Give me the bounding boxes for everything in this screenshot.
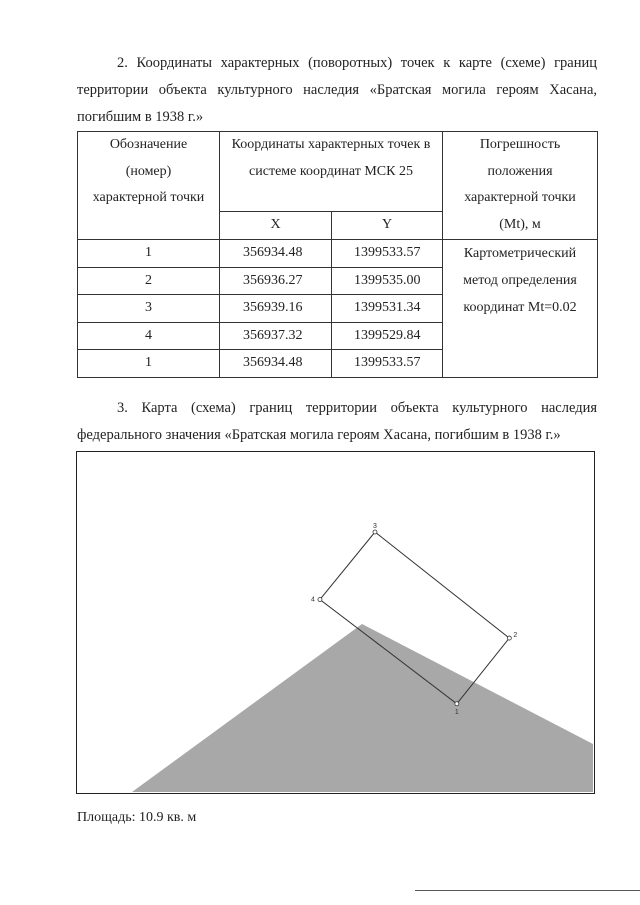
coord-y: 1399529.84	[332, 322, 443, 350]
section-3-paragraph	[77, 395, 597, 449]
terrain-area	[132, 624, 593, 792]
area-text: Площадь: 10.9 кв. м	[77, 810, 197, 825]
coord-x: 356936.27	[220, 267, 332, 295]
point-number: 3	[78, 295, 220, 323]
point-number: 1	[78, 350, 220, 378]
header-x: X	[220, 212, 332, 240]
header-y: Y	[332, 212, 443, 240]
coord-x: 356939.16	[220, 295, 332, 323]
coord-y: 1399531.34	[332, 295, 443, 323]
boundary-point	[318, 598, 322, 602]
point-number: 2	[78, 267, 220, 295]
boundary-point-label: 3	[373, 523, 377, 530]
coordinates-table	[77, 131, 598, 378]
header-error: Погрешность положения характерной точки (Mt), м	[443, 132, 598, 240]
section-3-text: 3. Карта (схема) границ территории объекта культурного наследия федерального значения «Братская могила героям Хасана, погибшим в 1938 г.»	[77, 400, 597, 443]
point-number: 1	[78, 240, 220, 268]
point-number: 4	[78, 322, 220, 350]
header-point-designation: Обозначение (номер) характерной точки	[78, 132, 220, 240]
coord-y: 1399535.00	[332, 267, 443, 295]
boundary-point	[455, 702, 459, 706]
section-2-paragraph	[77, 50, 597, 131]
boundary-point	[507, 636, 511, 640]
coord-y: 1399533.57	[332, 350, 443, 378]
boundary-point-label: 1	[454, 708, 459, 716]
boundary-map	[76, 451, 595, 794]
error-method: Картометрический метод определения координат Mt=0.02	[443, 240, 598, 378]
boundary-point	[373, 530, 377, 534]
footer-rule	[415, 890, 640, 891]
coord-x: 356934.48	[220, 240, 332, 268]
coord-x: 356934.48	[220, 350, 332, 378]
header-coordinates: Координаты характерных точек в системе координат МСК 25	[220, 132, 443, 212]
boundary-point-label: 2	[513, 632, 518, 640]
boundary-point-label: 4	[310, 596, 315, 604]
table-row	[78, 240, 598, 268]
coord-y: 1399533.57	[332, 240, 443, 268]
section-2-text: 2. Координаты характерных (поворотных) точек к карте (схеме) границ территории объекта культурного наследия «Братская могила героям Хасана, погибшим в 1938 г.»	[77, 55, 597, 125]
coord-x: 356937.32	[220, 322, 332, 350]
boundary-map-svg	[77, 452, 593, 792]
